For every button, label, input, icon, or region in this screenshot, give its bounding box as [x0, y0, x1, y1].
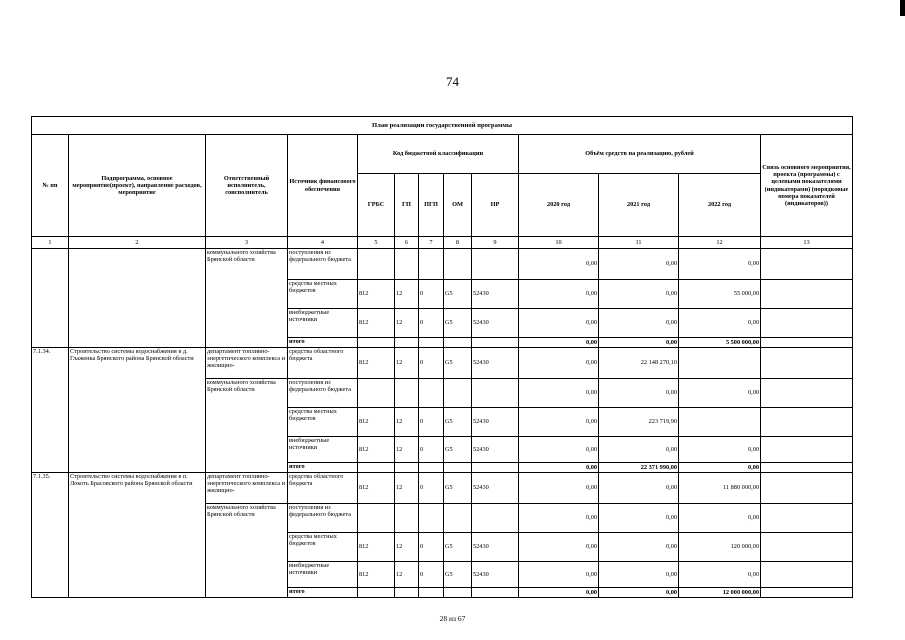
link-cell — [761, 562, 853, 588]
source-cell: итого — [288, 338, 358, 348]
responsible-cell: департамент топливно-энергетического комплекса и жилищно- — [206, 473, 288, 504]
source-cell: поступления из федерального бюджета — [288, 379, 358, 408]
gp-cell — [395, 379, 419, 408]
amount-2021-cell: 0,00 — [599, 379, 679, 408]
column-number: 5 — [358, 237, 395, 249]
om-cell — [444, 249, 472, 280]
nr-cell: 52430 — [472, 473, 519, 504]
source-cell: поступления из федерального бюджета — [288, 504, 358, 533]
nr-cell: 52430 — [472, 348, 519, 379]
om-cell: G5 — [444, 473, 472, 504]
responsible-cell: коммунального хозяйства Брянской области — [206, 379, 288, 473]
gp-cell — [395, 588, 419, 598]
column-number: 10 — [519, 237, 599, 249]
source-cell: поступления из федерального бюджета — [288, 249, 358, 280]
gp-cell — [395, 249, 419, 280]
header-budget-code: Код бюджетной классификации — [358, 135, 519, 174]
table-row — [32, 473, 853, 504]
header-row — [32, 135, 853, 174]
amount-2022-cell: 11 880 000,00 — [679, 473, 761, 504]
om-cell: G5 — [444, 348, 472, 379]
om-cell — [444, 588, 472, 598]
link-cell — [761, 348, 853, 379]
row-number-cell — [32, 249, 69, 348]
amount-2021-cell: 22 371 990,00 — [599, 463, 679, 473]
grbs-cell: 812 — [358, 437, 395, 463]
nr-cell — [472, 504, 519, 533]
gp-cell: 12 — [395, 280, 419, 309]
link-cell — [761, 533, 853, 562]
pgp-cell: 0 — [419, 309, 444, 338]
amount-2021-cell: 0,00 — [599, 249, 679, 280]
amount-2021-cell: 0,00 — [599, 533, 679, 562]
measure-name-cell: Строительство системы водоснабжения в п. Локоть Брасовского района Брянской области — [69, 473, 206, 598]
row-number-cell: 7.1.35. — [32, 473, 69, 598]
link-cell — [761, 379, 853, 408]
nr-cell: 52430 — [472, 408, 519, 437]
pgp-cell: 0 — [419, 280, 444, 309]
amount-2021-cell: 0,00 — [599, 309, 679, 338]
column-number: 4 — [288, 237, 358, 249]
pgp-cell: 0 — [419, 562, 444, 588]
link-cell — [761, 504, 853, 533]
amount-2020-cell: 0,00 — [519, 348, 599, 379]
gp-cell: 12 — [395, 533, 419, 562]
header-link: Связь основного мероприятия, проекта (программы) с целевыми показателями (индикаторами) (порядковые номера показателей (индикаторов)) — [761, 135, 853, 237]
source-cell: средства областного бюджета — [288, 348, 358, 379]
pgp-cell — [419, 463, 444, 473]
pgp-cell: 0 — [419, 533, 444, 562]
nr-cell: 52430 — [472, 533, 519, 562]
source-cell: внебюджетные источники — [288, 437, 358, 463]
amount-2022-cell: 5 500 000,00 — [679, 338, 761, 348]
column-number: 7 — [419, 237, 444, 249]
header-gp: ГП — [395, 174, 419, 237]
amount-2022-cell — [679, 408, 761, 437]
grbs-cell: 812 — [358, 280, 395, 309]
amount-2022-cell: 0,00 — [679, 437, 761, 463]
amount-2020-cell: 0,00 — [519, 562, 599, 588]
plan-table — [31, 116, 853, 598]
column-number: 9 — [472, 237, 519, 249]
grbs-cell: 812 — [358, 408, 395, 437]
nr-cell — [472, 379, 519, 408]
source-cell: итого — [288, 463, 358, 473]
measure-name-cell — [69, 249, 206, 348]
nr-cell — [472, 249, 519, 280]
amount-2022-cell: 0,00 — [679, 504, 761, 533]
pgp-cell: 0 — [419, 473, 444, 504]
om-cell: G5 — [444, 533, 472, 562]
link-cell — [761, 473, 853, 504]
amount-2020-cell: 0,00 — [519, 437, 599, 463]
om-cell: G5 — [444, 437, 472, 463]
pgp-cell: 0 — [419, 408, 444, 437]
amount-2020-cell: 0,00 — [519, 533, 599, 562]
grbs-cell: 812 — [358, 562, 395, 588]
amount-2022-cell: 0,00 — [679, 463, 761, 473]
pgp-cell: 0 — [419, 348, 444, 379]
link-cell — [761, 437, 853, 463]
amount-2021-cell: 0,00 — [599, 504, 679, 533]
om-cell: G5 — [444, 280, 472, 309]
amount-2020-cell: 0,00 — [519, 463, 599, 473]
amount-2020-cell: 0,00 — [519, 249, 599, 280]
responsible-cell: коммунального хозяйства Брянской области — [206, 504, 288, 598]
source-cell: средства местных бюджетов — [288, 533, 358, 562]
om-cell — [444, 463, 472, 473]
link-cell — [761, 463, 853, 473]
amount-2022-cell: 120 000,00 — [679, 533, 761, 562]
measure-name-cell: Строительство системы водоснабжения в д. Глаженка Брянского района Брянской области — [69, 348, 206, 473]
table-row — [32, 348, 853, 379]
amount-2020-cell: 0,00 — [519, 473, 599, 504]
amount-2021-cell: 0,00 — [599, 437, 679, 463]
amount-2022-cell: 55 000,00 — [679, 280, 761, 309]
link-cell — [761, 249, 853, 280]
column-number: 11 — [599, 237, 679, 249]
amount-2020-cell: 0,00 — [519, 504, 599, 533]
om-cell — [444, 504, 472, 533]
link-cell — [761, 588, 853, 598]
gp-cell: 12 — [395, 473, 419, 504]
row-number-cell: 7.1.34. — [32, 348, 69, 473]
amount-2022-cell: 12 000 000,00 — [679, 588, 761, 598]
om-cell: G5 — [444, 408, 472, 437]
header-num: № пп — [32, 135, 69, 237]
column-number: 3 — [206, 237, 288, 249]
nr-cell — [472, 463, 519, 473]
amount-2020-cell: 0,00 — [519, 408, 599, 437]
grbs-cell — [358, 338, 395, 348]
amount-2022-cell: 0,00 — [679, 309, 761, 338]
link-cell — [761, 338, 853, 348]
responsible-cell: коммунального хозяйства Брянской области — [206, 249, 288, 348]
header-pgp: ПГП — [419, 174, 444, 237]
nr-cell: 52430 — [472, 437, 519, 463]
pgp-cell — [419, 588, 444, 598]
gp-cell — [395, 504, 419, 533]
grbs-cell: 812 — [358, 473, 395, 504]
grbs-cell — [358, 379, 395, 408]
gp-cell: 12 — [395, 348, 419, 379]
om-cell: G5 — [444, 562, 472, 588]
column-number: 1 — [32, 237, 69, 249]
gp-cell: 12 — [395, 408, 419, 437]
source-cell: итого — [288, 588, 358, 598]
grbs-cell: 812 — [358, 533, 395, 562]
grbs-cell: 812 — [358, 309, 395, 338]
nr-cell: 52430 — [472, 309, 519, 338]
amount-2022-cell: 0,00 — [679, 249, 761, 280]
amount-2021-cell: 0,00 — [599, 280, 679, 309]
amount-2020-cell: 0,00 — [519, 379, 599, 408]
column-number: 8 — [444, 237, 472, 249]
header-source: Источник финансового обеспечения — [288, 135, 358, 237]
header-nr: НР — [472, 174, 519, 237]
grbs-cell — [358, 588, 395, 598]
om-cell — [444, 379, 472, 408]
nr-cell: 52430 — [472, 280, 519, 309]
amount-2022-cell — [679, 348, 761, 379]
header-responsible: Ответственный исполнитель, соисполнитель — [206, 135, 288, 237]
pgp-cell — [419, 249, 444, 280]
amount-2021-cell: 0,00 — [599, 588, 679, 598]
header-funds: Объём средств на реализацию, рублей — [519, 135, 761, 174]
header-om: ОМ — [444, 174, 472, 237]
header-2021: 2021 год — [599, 174, 679, 237]
column-number: 2 — [69, 237, 206, 249]
amount-2021-cell: 0,00 — [599, 562, 679, 588]
gp-cell: 12 — [395, 437, 419, 463]
amount-2021-cell: 0,00 — [599, 473, 679, 504]
pgp-cell — [419, 504, 444, 533]
grbs-cell — [358, 249, 395, 280]
gp-cell — [395, 463, 419, 473]
gp-cell — [395, 338, 419, 348]
grbs-cell: 812 — [358, 348, 395, 379]
pgp-cell — [419, 338, 444, 348]
header-2020: 2020 год — [519, 174, 599, 237]
amount-2022-cell: 0,00 — [679, 379, 761, 408]
table-row — [32, 249, 853, 280]
amount-2021-cell: 0,00 — [599, 338, 679, 348]
page-footer: 28 из 67 — [439, 614, 466, 623]
column-numbers-row — [32, 237, 853, 249]
column-number: 13 — [761, 237, 853, 249]
header-2022: 2022 год — [679, 174, 761, 237]
scan-edge-mark — [900, 0, 905, 16]
amount-2021-cell: 223 719,90 — [599, 408, 679, 437]
amount-2021-cell: 22 148 270,10 — [599, 348, 679, 379]
header-subprogram: Подпрограмма, основное мероприятие(проект), направление расходов, мероприятие — [69, 135, 206, 237]
link-cell — [761, 280, 853, 309]
amount-2020-cell: 0,00 — [519, 309, 599, 338]
nr-cell — [472, 588, 519, 598]
page-number: 74 — [446, 74, 459, 89]
source-cell: внебюджетные источники — [288, 562, 358, 588]
link-cell — [761, 309, 853, 338]
amount-2020-cell: 0,00 — [519, 338, 599, 348]
amount-2022-cell: 0,00 — [679, 562, 761, 588]
responsible-cell: департамент топливно-энергетического комплекса и жилищно- — [206, 348, 288, 379]
source-cell: средства местных бюджетов — [288, 280, 358, 309]
om-cell: G5 — [444, 309, 472, 338]
pgp-cell — [419, 379, 444, 408]
grbs-cell — [358, 463, 395, 473]
source-cell: внебюджетные источники — [288, 309, 358, 338]
header-grbs: ГРБС — [358, 174, 395, 237]
gp-cell: 12 — [395, 562, 419, 588]
amount-2020-cell: 0,00 — [519, 280, 599, 309]
link-cell — [761, 408, 853, 437]
om-cell — [444, 338, 472, 348]
table-title: План реализации государственной программы — [32, 117, 853, 135]
nr-cell: 52430 — [472, 562, 519, 588]
source-cell: средства местных бюджетов — [288, 408, 358, 437]
table-title-row — [32, 117, 853, 135]
grbs-cell — [358, 504, 395, 533]
source-cell: средства областного бюджета — [288, 473, 358, 504]
nr-cell — [472, 338, 519, 348]
gp-cell: 12 — [395, 309, 419, 338]
column-number: 6 — [395, 237, 419, 249]
column-number: 12 — [679, 237, 761, 249]
pgp-cell: 0 — [419, 437, 444, 463]
amount-2020-cell: 0,00 — [519, 588, 599, 598]
